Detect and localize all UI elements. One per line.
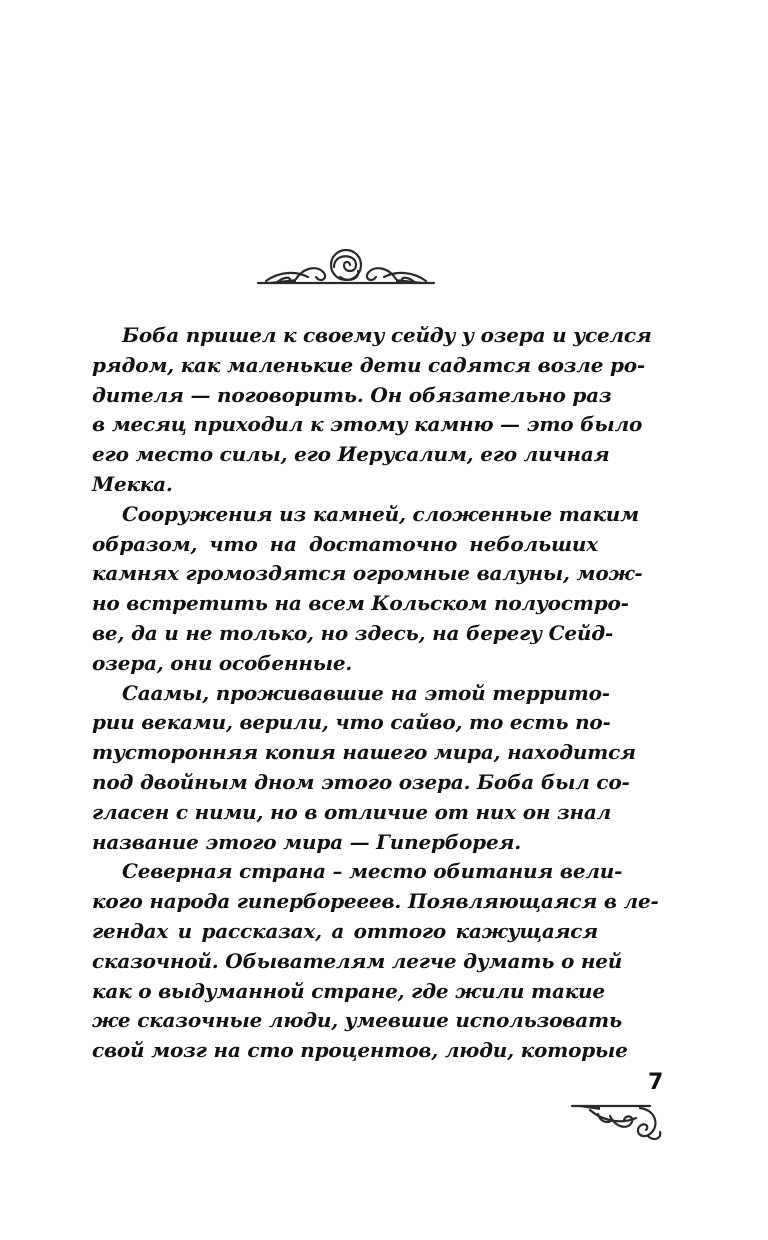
text-line: в месяц приходил к этому камню — это было	[92, 412, 643, 437]
text-line: же сказочные люди, умевшие использовать	[92, 1008, 622, 1033]
text-line: как о выдуманной стране, где жили такие	[92, 978, 605, 1003]
ornament-flourish-icon	[256, 243, 436, 287]
ornament-corner-icon	[570, 1102, 664, 1146]
text-line: дителя — поговорить. Он обязательно раз	[92, 382, 612, 407]
text-line: гендах и рассказах, а оттого кажущаяся	[92, 918, 598, 943]
text-line: кого народа гиперборееев. Появляющаяся в ле-	[92, 889, 659, 914]
text-line: тусторонняя копия нашего мира, находится	[92, 740, 636, 765]
text-line: озера, они особенные.	[92, 650, 353, 675]
text-line: под двойным дном этого озера. Боба был со-	[92, 769, 630, 794]
text-line: его место силы, его Иерусалим, его личная	[92, 442, 610, 467]
text-line: Боба пришел к своему сейду у озера и уселся	[122, 323, 652, 347]
text-line: Северная страна – место обитания вели-	[122, 859, 623, 884]
text-line: рии веками, верили, что сайво, то есть по-	[92, 710, 611, 735]
paragraph-1	[92, 321, 652, 500]
text-line: Сооружения из камней, сложенные таким	[122, 501, 639, 526]
text-line: но встретить на всем Кольском полуостро-	[92, 591, 629, 616]
page-number: 7	[648, 1070, 664, 1095]
paragraph-4	[92, 857, 659, 1066]
text-line: Саамы, проживавшие на этой террито-	[122, 680, 610, 705]
paragraph-2	[92, 500, 643, 679]
text-line: гласен с ними, но в отличие от них он знал	[92, 799, 612, 824]
text-line: образом, что на достаточно небольших	[92, 531, 598, 556]
body-text	[92, 321, 659, 1066]
text-line: рядом, как маленькие дети садятся возле ро-	[92, 352, 646, 377]
text-line: свой мозг на сто процентов, люди, которые	[92, 1038, 628, 1063]
text-line: сказочной. Обывателям легче думать о ней	[92, 948, 623, 973]
text-line: Мекка.	[92, 471, 173, 496]
text-line: камнях громоздятся огромные валуны, мож-	[92, 561, 643, 586]
text-line: название этого мира — Гиперборея.	[92, 829, 521, 854]
paragraph-3	[92, 679, 636, 858]
text-line: ве, да и не только, но здесь, на берегу Сейд-	[92, 620, 614, 645]
